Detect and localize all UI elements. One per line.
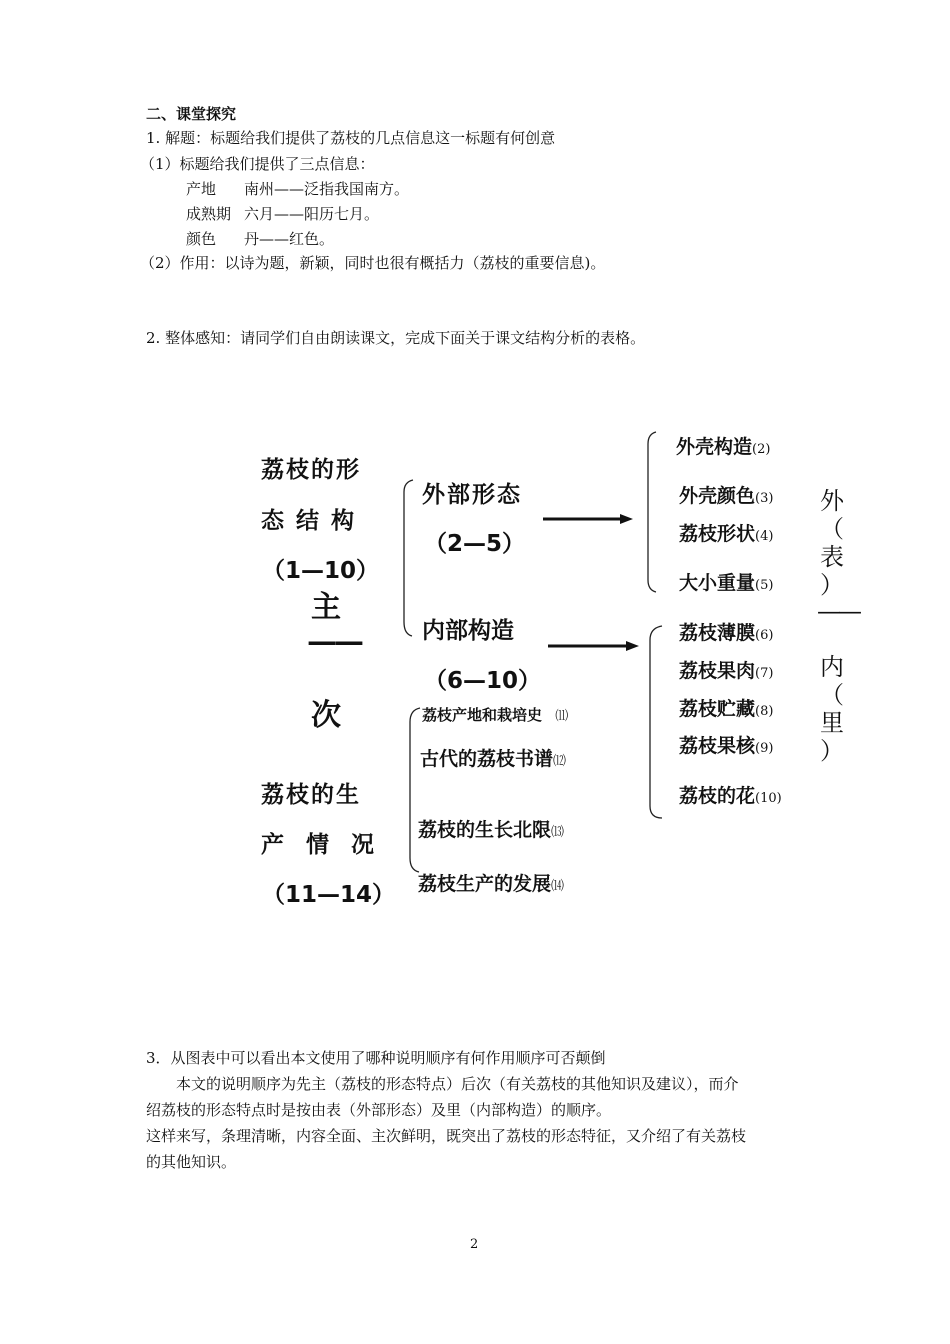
zhu-label: 主 [311,590,341,625]
inner-feature-num: (8) [755,704,774,719]
outer-feature-num: (4) [755,529,774,544]
outer-feature [676,432,770,459]
zhu-ci-dash: —— [307,624,361,659]
mid-outer-title: 外部形态 [422,481,522,508]
inner-feature-num: (6) [755,628,774,643]
production-item [422,704,568,725]
production-item-num: ⒀ [551,825,565,840]
q1-title: 1. 解题：标题给我们提供了荔枝的几点信息这一标题有何创意 [146,129,556,147]
inner-feature-text: 荔枝果肉 [679,660,756,682]
outer-feature [679,568,773,595]
inner-feature-text: 荔枝贮藏 [679,698,756,720]
item-label: 成熟期 [186,205,232,223]
item-text: 六月——阳历七月。 [244,205,380,223]
side-dash: —— [817,597,859,625]
outer-feature [679,519,773,546]
inner-feature [679,781,782,808]
left-bottom-line: 荔枝的生 [261,781,361,808]
inner-feature-num: (10) [755,791,782,806]
item-text: 丹——红色。 [244,230,335,248]
production-item-text: 荔枝生产的发展 [418,873,552,895]
structure-brace [404,480,413,636]
outer-feature-num: (5) [755,578,774,593]
arrow-inner-head [626,641,639,651]
inner-feature-num: (9) [755,741,774,756]
mid-inner-range: （6—10） [424,668,542,694]
q1-sub2: （2）作用：以诗为题，新颖，同时也很有概括力（荔枝的重要信息)。 [140,254,606,272]
inner-feature-num: (7) [755,666,774,681]
inner-feature [679,656,773,683]
q1-sub1: （1）标题给我们提供了三点信息： [140,155,375,173]
production-brace [410,708,420,872]
q3-line: 的其他知识。 [146,1153,237,1171]
production-item-text: 荔枝产地和栽培史 [422,706,543,724]
section-title: 二、课堂探究 [146,105,237,123]
left-top-line: （1—10） [262,558,380,584]
side-char: ） [820,737,844,765]
page-number: 2 [470,1237,479,1252]
inner-feature [679,618,773,645]
outer-brace [648,432,656,592]
production-item-num: ⑾ [555,709,569,724]
outer-feature-text: 外壳颜色 [679,485,756,507]
mid-outer-range: （2—5） [424,531,526,557]
inner-feature-text: 荔枝果核 [679,735,756,757]
side-char: ） [820,571,844,599]
side-char: （ [820,681,844,709]
q2-title: 2. 整体感知：请同学们自由朗读课文，完成下面关于课文结构分析的表格。 [146,329,646,347]
inner-feature [679,731,773,758]
arrow-outer-head [620,514,633,524]
inner-feature [679,694,773,721]
outer-feature-text: 大小重量 [679,572,756,594]
inner-brace [650,626,662,818]
item-text: 南州——泛指我国南方。 [244,180,410,198]
side-char: （ [820,515,844,543]
side-char: 表 [820,543,844,571]
q3-line: 这样来写，条理清晰，内容全面、主次鲜明，既突出了荔枝的形态特征，又介绍了有关荔枝 [146,1127,747,1145]
left-bottom-line: 产 情 况 [261,831,377,858]
left-bottom-line: （11—14） [262,882,396,908]
q3-line: 绍荔枝的形态特点时是按由表（外部形态）及里（内部构造）的顺序。 [146,1101,612,1119]
item-label: 颜色 [186,230,217,248]
outer-feature-num: (3) [755,491,774,506]
side-char: 外 [820,487,844,515]
production-item [418,869,564,896]
outer-feature-num: (2) [752,442,771,457]
production-item [418,815,564,842]
outer-feature [679,481,773,508]
production-item [420,744,566,771]
mid-inner-title: 内部构造 [422,617,514,644]
inner-feature-text: 荔枝的花 [679,785,756,807]
production-item-num: ⑿ [553,754,567,769]
production-item-text: 古代的荔枝书谱 [420,748,554,770]
production-item-num: ⒁ [551,879,565,894]
q3-title: 3．从图表中可以看出本文使用了哪种说明顺序有何作用顺序可否颠倒 [146,1049,606,1067]
item-label: 产地 [186,180,217,198]
left-top-line: 态 结 构 [261,507,357,534]
left-top-line: 荔枝的形 [261,456,361,483]
production-item-text: 荔枝的生长北限 [418,819,552,841]
ci-label: 次 [311,698,341,733]
outer-feature-text: 外壳构造 [676,436,753,458]
outer-feature-text: 荔枝形状 [679,523,756,545]
inner-feature-text: 荔枝薄膜 [679,622,756,644]
q3-line: 本文的说明顺序为先主（荔枝的形态特点）后次（有关荔枝的其他知识及建议），而介 [176,1075,739,1093]
side-char: 内 [820,653,844,681]
side-char: 里 [820,709,844,737]
